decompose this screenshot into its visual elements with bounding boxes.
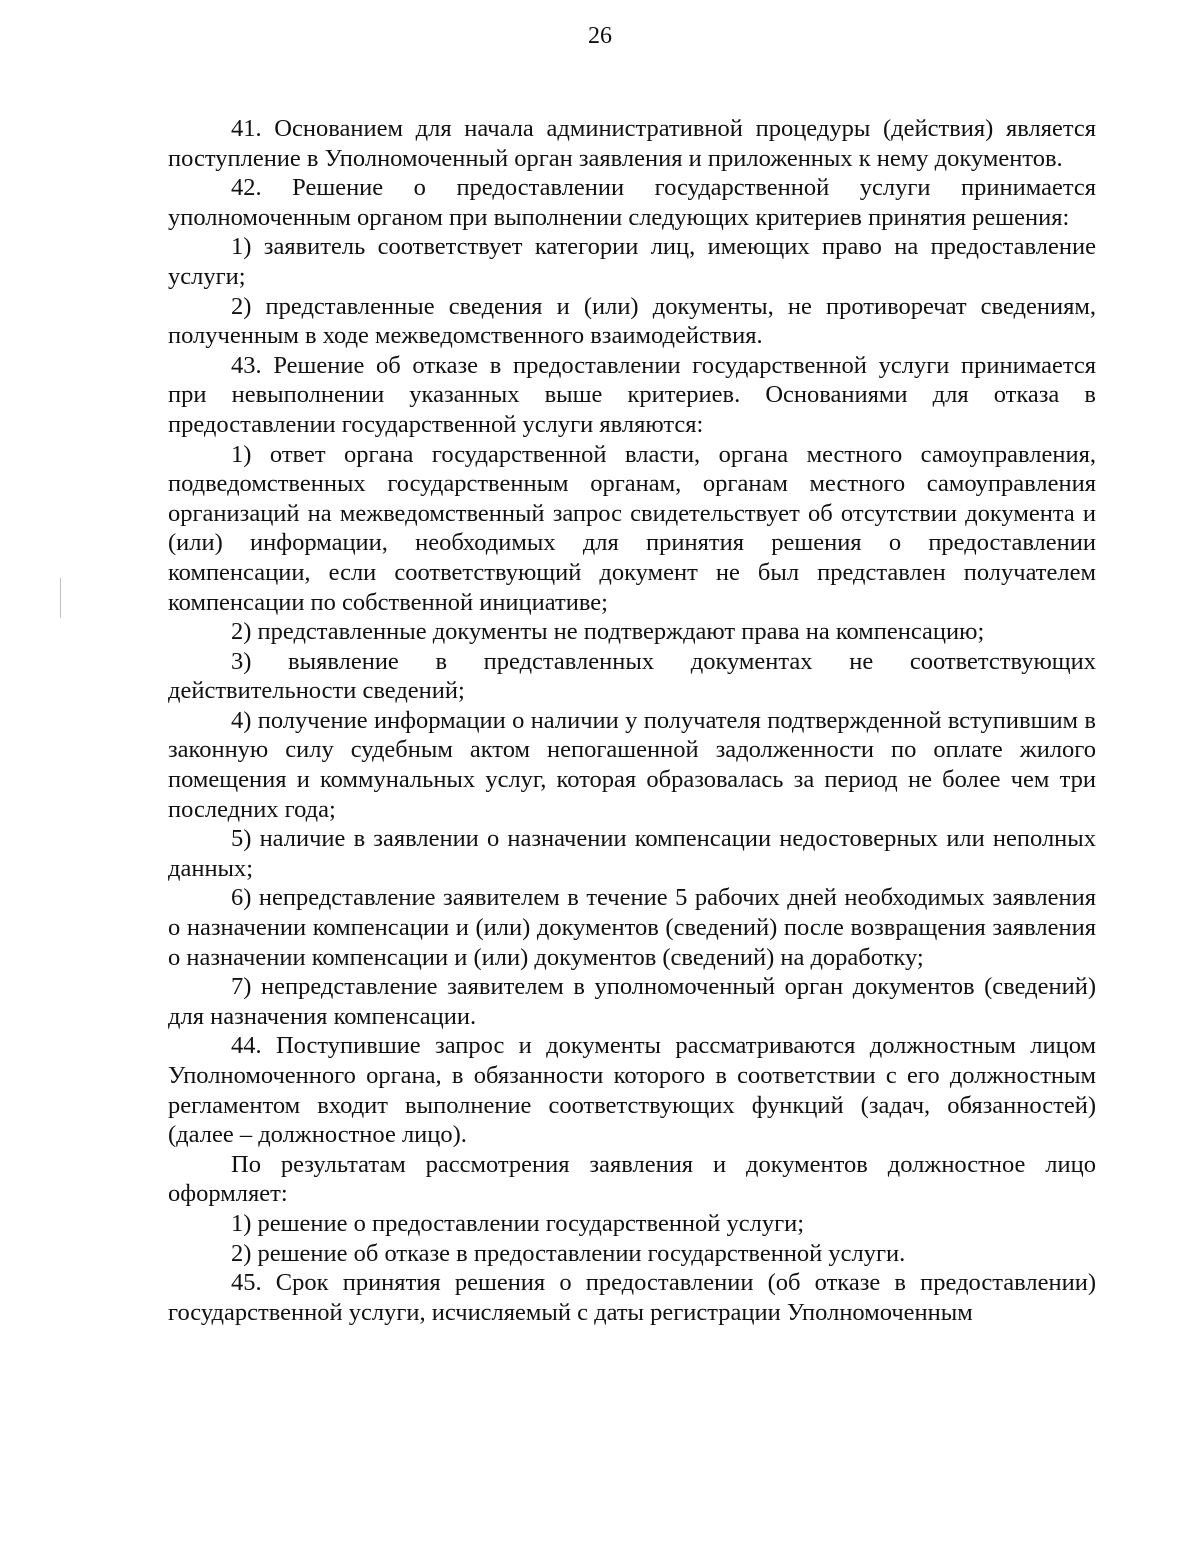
list-item: 2) представленные документы не подтверждают права на компенсацию; xyxy=(231,618,985,646)
paragraph-44: 44. Поступившие запрос и документы рассматриваются должностным лицом Уполномоченного органа, в обязанности которого в соответствии с его должностным регламентом входит выполнение соответствующих функций (задач, обязанностей) (далее – должностное лицо). xyxy=(168,1032,1096,1149)
list-item: 2) решение об отказе в предоставлении государственной услуги. xyxy=(231,1239,906,1267)
paragraph-results: По результатам рассмотрения заявления и документов должностное лицо оформляет: xyxy=(168,1150,1096,1208)
list-item: 7) непредставление заявителем в уполномоченный орган документов (сведений) для назначения компенсации. xyxy=(168,973,1096,1030)
paragraph-43: 43. Решение об отказе в предоставлении государственной услуги принимается при невыполнении указанных выше критериев. Основаниями для отказа в предоставлении государственной услуги являются: xyxy=(168,351,1096,438)
paragraph-41: 41. Основанием для начала административной процедуры (действия) является поступление в Уполномоченный орган заявления и приложенных к нему документов. xyxy=(168,115,1096,172)
paragraph-42: 42. Решение о предоставлении государственной услуги принимается уполномоченным органом при выполнении следующих критериев принятия решения: xyxy=(168,174,1096,231)
list-item: 1) решение о предоставлении государственной услуги; xyxy=(231,1209,805,1237)
page-number: 26 xyxy=(588,23,612,49)
document-body xyxy=(168,114,1096,1327)
list-item: 4) получение информации о наличии у получателя подтвержденной вступившим в законную силу судебным актом непогашенной задолженности по оплате жилого помещения и коммунальных услуг, которая образовалась за период не более чем три последних года; xyxy=(168,706,1096,823)
list-item: 1) ответ органа государственной власти, органа местного самоуправления, подведомственных государственным органам, органам местного самоуправления организаций на межведомственный запрос свидетельствует об отсутствии документа и (или) информации, необходимых для принятия решения о предоставлении компенсации, если соответствующий документ не был представлен получателем компенсации по собственной инициативе; xyxy=(168,440,1096,616)
list-item: 6) непредставление заявителем в течение 5 рабочих дней необходимых заявления о назначении компенсации и (или) документов (сведений) после возвращения заявления о назначении компенсации и (или) документов (сведений) на доработку; xyxy=(168,884,1096,971)
list-item: 5) наличие в заявлении о назначении компенсации недостоверных или неполных данных; xyxy=(168,825,1096,882)
scan-margin-mark xyxy=(60,578,61,618)
paragraph-45: 45. Срок принятия решения о предоставлении (об отказе в предоставлении) государственной услуги, исчисляемый с даты регистрации Уполномоченным xyxy=(168,1269,1096,1326)
list-item: 3) выявление в представленных документах не соответствующих действительности сведений; xyxy=(168,647,1096,705)
list-item: 2) представленные сведения и (или) документы, не противоречат сведениям, полученным в ходе межведомственного взаимодействия. xyxy=(168,292,1096,350)
list-item: 1) заявитель соответствует категории лиц, имеющих право на предоставление услуги; xyxy=(168,233,1096,290)
